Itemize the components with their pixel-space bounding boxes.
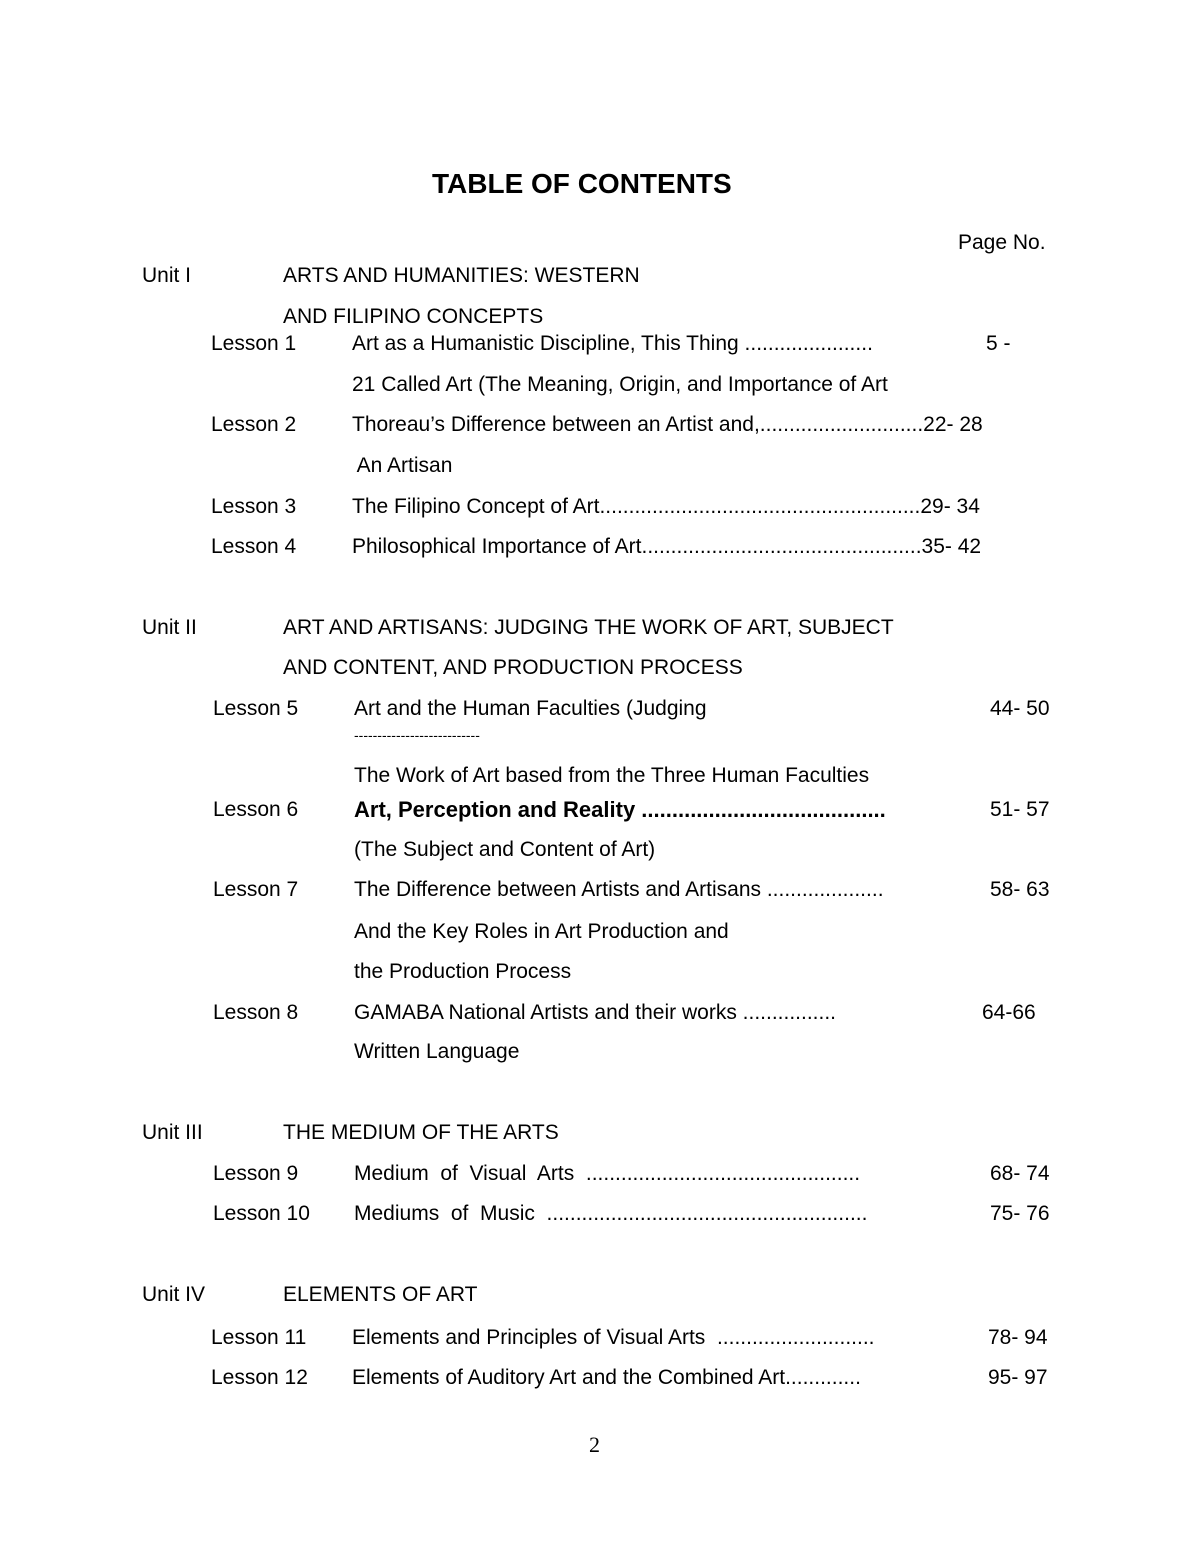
lesson-title: GAMABA National Artists and their works ................ xyxy=(354,1001,837,1024)
lesson-pages: 95- 97 xyxy=(988,1366,1048,1389)
unit-label: Unit IV xyxy=(142,1283,206,1306)
lesson-title-continued: (The Subject and Content of Art) xyxy=(354,838,656,861)
lesson-title-continued: 21 Called Art (The Meaning, Origin, and Importance of Art xyxy=(352,373,888,396)
unit-label: Unit II xyxy=(142,616,197,639)
lesson-title-continued: Written Language xyxy=(354,1040,520,1063)
lesson-title: Art as a Humanistic Discipline, This Thing ...................... xyxy=(352,332,873,355)
lesson-pages: 44- 50 xyxy=(990,697,1050,720)
lesson-title: Elements of Auditory Art and the Combined Art............. xyxy=(352,1366,861,1389)
lesson-title: The Filipino Concept of Art.......................................................29- 34 xyxy=(352,495,980,518)
lesson-pages: 64-66 xyxy=(982,1001,1036,1024)
lesson-title-continued: An Artisan xyxy=(352,454,453,477)
lesson-label: Lesson 10 xyxy=(213,1202,310,1225)
lesson-title-continued: the Production Process xyxy=(354,960,572,983)
lesson-title-continued: The Work of Art based from the Three Human Faculties xyxy=(354,764,870,787)
lesson-pages: 58- 63 xyxy=(990,878,1050,901)
lesson-pages: 75- 76 xyxy=(990,1202,1050,1225)
lesson-label: Lesson 2 xyxy=(211,413,297,436)
lesson-pages: 68- 74 xyxy=(990,1162,1050,1185)
unit-label: Unit III xyxy=(142,1121,203,1144)
unit-title-continued: AND CONTENT, AND PRODUCTION PROCESS xyxy=(283,656,743,679)
lesson-title: Thoreau’s Difference between an Artist and,............................22- 28 xyxy=(352,413,983,436)
lesson-pages: 51- 57 xyxy=(990,798,1050,821)
lesson-label: Lesson 8 xyxy=(213,1001,299,1024)
lesson-label: Lesson 11 xyxy=(211,1326,307,1349)
lesson-title: The Difference between Artists and Artisans .................... xyxy=(354,878,884,901)
lesson-leader-line: --------------------------- xyxy=(354,727,480,743)
lesson-label: Lesson 12 xyxy=(211,1366,308,1389)
lesson-label: Lesson 5 xyxy=(213,697,299,720)
lesson-label: Lesson 1 xyxy=(211,332,297,355)
page-no-header: Page No. xyxy=(958,231,1046,254)
lesson-label: Lesson 9 xyxy=(213,1162,299,1185)
page-title: TABLE OF CONTENTS xyxy=(432,168,732,199)
lesson-title: Art, Perception and Reality ........................................ xyxy=(354,797,886,822)
lesson-title: Elements and Principles of Visual Arts ........................... xyxy=(352,1326,875,1349)
lesson-title: Mediums of Music ....................................................... xyxy=(354,1202,868,1225)
lesson-title-continued: And the Key Roles in Art Production and xyxy=(354,920,729,943)
lesson-title: Medium of Visual Arts ............................................... xyxy=(354,1162,861,1185)
lesson-pages: 78- 94 xyxy=(988,1326,1048,1349)
unit-title: THE MEDIUM OF THE ARTS xyxy=(283,1121,559,1144)
lesson-pages: 5 - xyxy=(986,332,1011,355)
unit-title: ART AND ARTISANS: JUDGING THE WORK OF ART, SUBJECT xyxy=(283,616,894,639)
page-number: 2 xyxy=(589,1432,600,1457)
lesson-label: Lesson 6 xyxy=(213,798,299,821)
unit-title: ELEMENTS OF ART xyxy=(283,1283,478,1306)
unit-label: Unit I xyxy=(142,264,192,287)
unit-title-continued: AND FILIPINO CONCEPTS xyxy=(283,305,544,328)
lesson-title: Philosophical Importance of Art................................................35- 42 xyxy=(352,535,982,558)
lesson-title: Art and the Human Faculties (Judging xyxy=(354,697,707,720)
lesson-label: Lesson 4 xyxy=(211,535,297,558)
lesson-label: Lesson 7 xyxy=(213,878,299,901)
unit-title: ARTS AND HUMANITIES: WESTERN xyxy=(283,264,640,287)
lesson-label: Lesson 3 xyxy=(211,495,297,518)
